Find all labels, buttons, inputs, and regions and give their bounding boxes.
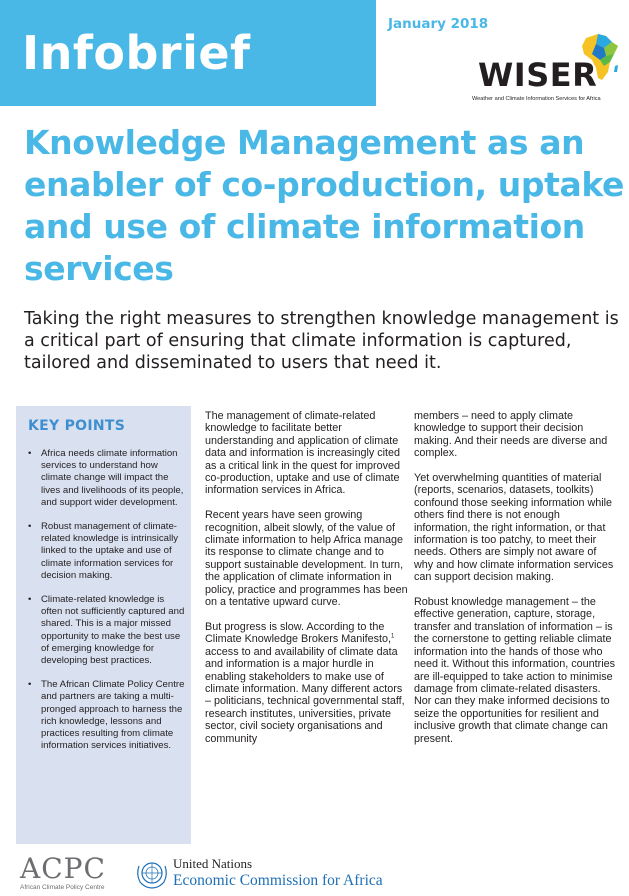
acpc-subtitle: African Climate Policy Centre — [20, 884, 105, 891]
body-paragraph: The management of climate-related knowledge to facilitate better understanding and application of climate data and information is increasingly cited as a critical link in the quest for improved co-production, uptake and use of climate information services in Africa. — [205, 410, 401, 497]
un-emblem-icon — [135, 858, 169, 890]
banner-title: Infobrief — [22, 26, 251, 80]
body-paragraph — [205, 621, 409, 745]
body-paragraph: members – need to apply climate knowledge to support their decision making. And their needs are diverse and complex. — [414, 410, 608, 460]
wiser-wordmark: WISER — [478, 56, 598, 94]
header-banner — [0, 0, 376, 106]
un-name: United Nations — [173, 856, 253, 871]
body-column-1 — [205, 410, 409, 757]
paragraph-text: But progress is slow. According to the Climate Knowledge Brokers Manifesto, — [205, 620, 392, 646]
key-point-item: • Robust management of climate-related knowledge is intrinsically linked to the uptake and use of climate information services for decision making. — [28, 521, 188, 582]
key-points-list — [28, 448, 188, 764]
acpc-logo: ACPC — [20, 852, 106, 885]
key-point-item: • Climate-related knowledge is often not sufficiently captured and shared. This is a major missed opportunity to make the best use of emerging knowledge for developing best practices. — [28, 594, 188, 667]
key-points-title: KEY POINTS — [28, 418, 126, 434]
footnote-ref[interactable]: 1 — [391, 633, 395, 640]
key-point-item: • The African Climate Policy Centre and partners are taking a multi-pronged approach to harness the rich knowledge, lessons and practices resulting from climate information services initiatives. — [28, 679, 188, 752]
key-point-item: • Africa needs climate information services to understand how climate change will impact the lives and livelihoods of its people, and support wider development. — [28, 448, 188, 509]
publication-date: January 2018 — [388, 16, 489, 32]
wiser-logo — [470, 34, 620, 112]
paragraph-text: access to and availability of climate data and information is a major hurdle in enabling stakeholders to make use of climate information. Many different actors – politicians, technical governmental staff, research institutes, universities, private sector, civil society organisations and community — [205, 645, 405, 745]
key-points-box — [16, 406, 191, 844]
body-column-2 — [414, 410, 618, 757]
wiser-tagline: Weather and Climate Information Services for Africa — [472, 96, 601, 102]
body-paragraph: Robust knowledge management – the effective generation, capture, storage, transfer and translation of information – is the cornerstone to getting reliable climate information into the hands of those who need it. Without this information, countries are ill-equipped to take action to minimise damage from climate-related disasters. Nor can they make informed decisions to seize the opportunities for resilient and inclusive growth that climate change can present. — [414, 596, 616, 745]
un-commission-name: Economic Commission for Africa — [173, 872, 383, 889]
footer-logos — [0, 850, 629, 896]
body-paragraph: Recent years have seen growing recognition, albeit slowly, of the value of climate information to help Africa manage its response to climate change and to support sustainable development. In turn, the application of climate information in policy, practice and programmes has been on a tentative upward curve. — [205, 509, 408, 609]
lead-paragraph: Taking the right measures to strengthen knowledge management is a critical part of ensuring that climate information is captured, tailored and disseminated to users that need it. — [24, 309, 619, 373]
body-paragraph: Yet overwhelming quantities of material (reports, scenarios, datasets, toolkits) confound those seeking information while others find there is not enough information, the right information, or that information is too patchy, to meet their needs. Others are simply not aware of why and how climate information services can support decision making. — [414, 472, 614, 584]
page-title: Knowledge Management as an enabler of co-production, uptake and use of climate information services — [24, 123, 624, 288]
